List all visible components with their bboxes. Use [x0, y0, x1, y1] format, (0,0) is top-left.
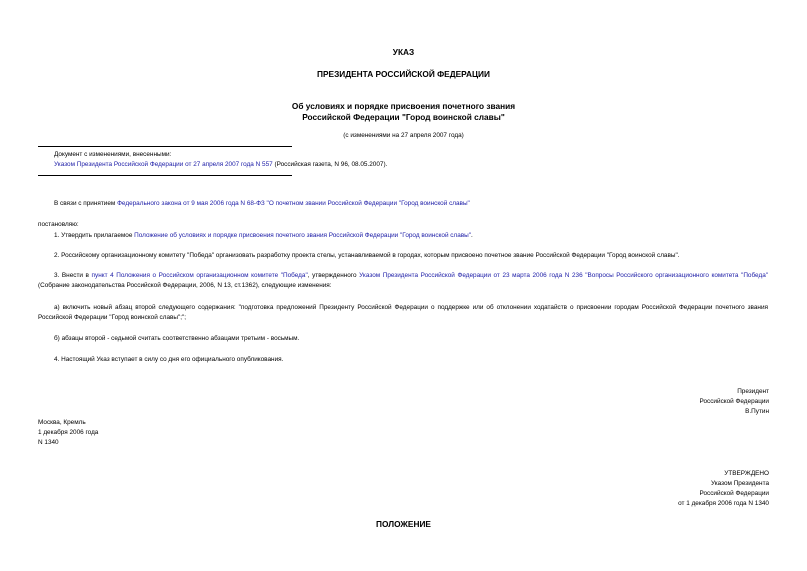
paragraph-1	[54, 231, 473, 240]
regulation-link[interactable]: Положение об условиях и порядке присвоения почетного звания Российской Федерации "Город воинской славы"	[134, 232, 472, 239]
decree-verb: постановляю:	[38, 221, 79, 228]
signature-office: Российской Федерации	[699, 398, 769, 405]
place-of-signing: Москва, Кремль	[38, 419, 86, 426]
intro-paragraph	[54, 199, 470, 208]
paragraph-2: 2. Российскому организационному комитету "Победа" организовать разработку проекта стелы, устанавливаемой в городах, которым присвоено почетное звание Российской Федерации "Город воинской славы".	[54, 252, 680, 259]
changes-label: Документ с изменениями, внесенными:	[54, 151, 172, 158]
signing-date: 1 декабря 2006 года	[38, 429, 99, 436]
edition-note: (с изменениями на 27 апреля 2007 года)	[343, 132, 464, 139]
approved-date: от 1 декабря 2006 года N 1340	[678, 500, 769, 507]
federal-law-link[interactable]: Федерального закона от 9 мая 2006 года N 68-ФЗ "О почетном звании Российской Федерации "Город воинской славы"	[117, 200, 470, 207]
subparagraph-a: а) включить новый абзац второй следующего содержания: "подготовка предложений Президенту Российской Федерации о поддержке или об отклонении ходатайств о присвоении городам Российской Федерации почетного звания Российской Федерации "Город воинской славы";";	[38, 304, 768, 321]
paragraph-3-source: (Собрание законодательства Российской Федерации, 2006, N 13, ст.1362), следующие изменения:	[38, 282, 332, 289]
decree-type-heading: УКАЗ	[392, 47, 415, 57]
document-title-line2: Российской Федерации "Город воинской славы"	[302, 112, 505, 122]
subparagraph-b: б) абзацы второй - седьмой считать соответственно абзацами третьим - восьмым.	[54, 335, 300, 342]
amending-decree-source: (Российская газета, N 96, 08.05.2007).	[272, 161, 388, 168]
paragraph-3-text: 3. Внести в	[54, 272, 92, 279]
signature-title: Президент	[737, 388, 769, 395]
approved-by: Указом Президента	[710, 480, 769, 487]
paragraph-1-end: .	[471, 232, 473, 239]
paragraph-3	[38, 271, 768, 291]
signature-name: В.Путин	[745, 408, 769, 415]
issuer-heading: ПРЕЗИДЕНТА РОССИЙСКОЙ ФЕДЕРАЦИИ	[317, 69, 490, 79]
appendix-title: ПОЛОЖЕНИЕ	[376, 519, 431, 529]
paragraph-1-text: 1. Утвердить прилагаемое	[54, 232, 135, 239]
amending-decree-link[interactable]: Указом Президента Российской Федерации от 27 апреля 2007 года N 557	[54, 161, 273, 168]
committee-regulation-link[interactable]: пункт 4 Положения о Российском организационном комитете "Победа"	[91, 272, 308, 279]
changes-top-rule	[38, 146, 292, 147]
paragraph-4: 4. Настоящий Указ вступает в силу со дня его официального опубликования.	[54, 356, 284, 363]
approved-stamp: УТВЕРЖДЕНО	[724, 470, 769, 477]
changes-entry	[54, 160, 387, 169]
paragraph-3-middle: , утвержденного	[307, 272, 360, 279]
decree-number: N 1340	[38, 439, 59, 446]
intro-text: В связи с принятием	[54, 200, 118, 207]
approved-office: Российской Федерации	[699, 490, 769, 497]
changes-bottom-rule	[38, 175, 292, 176]
document-title-line1: Об условиях и порядке присвоения почетного звания	[291, 101, 516, 111]
decree-236-link[interactable]: Указом Президента Российской Федерации от 23 марта 2006 года N 236 "Вопросы Российского организационного комитета "Победа"	[359, 272, 769, 279]
